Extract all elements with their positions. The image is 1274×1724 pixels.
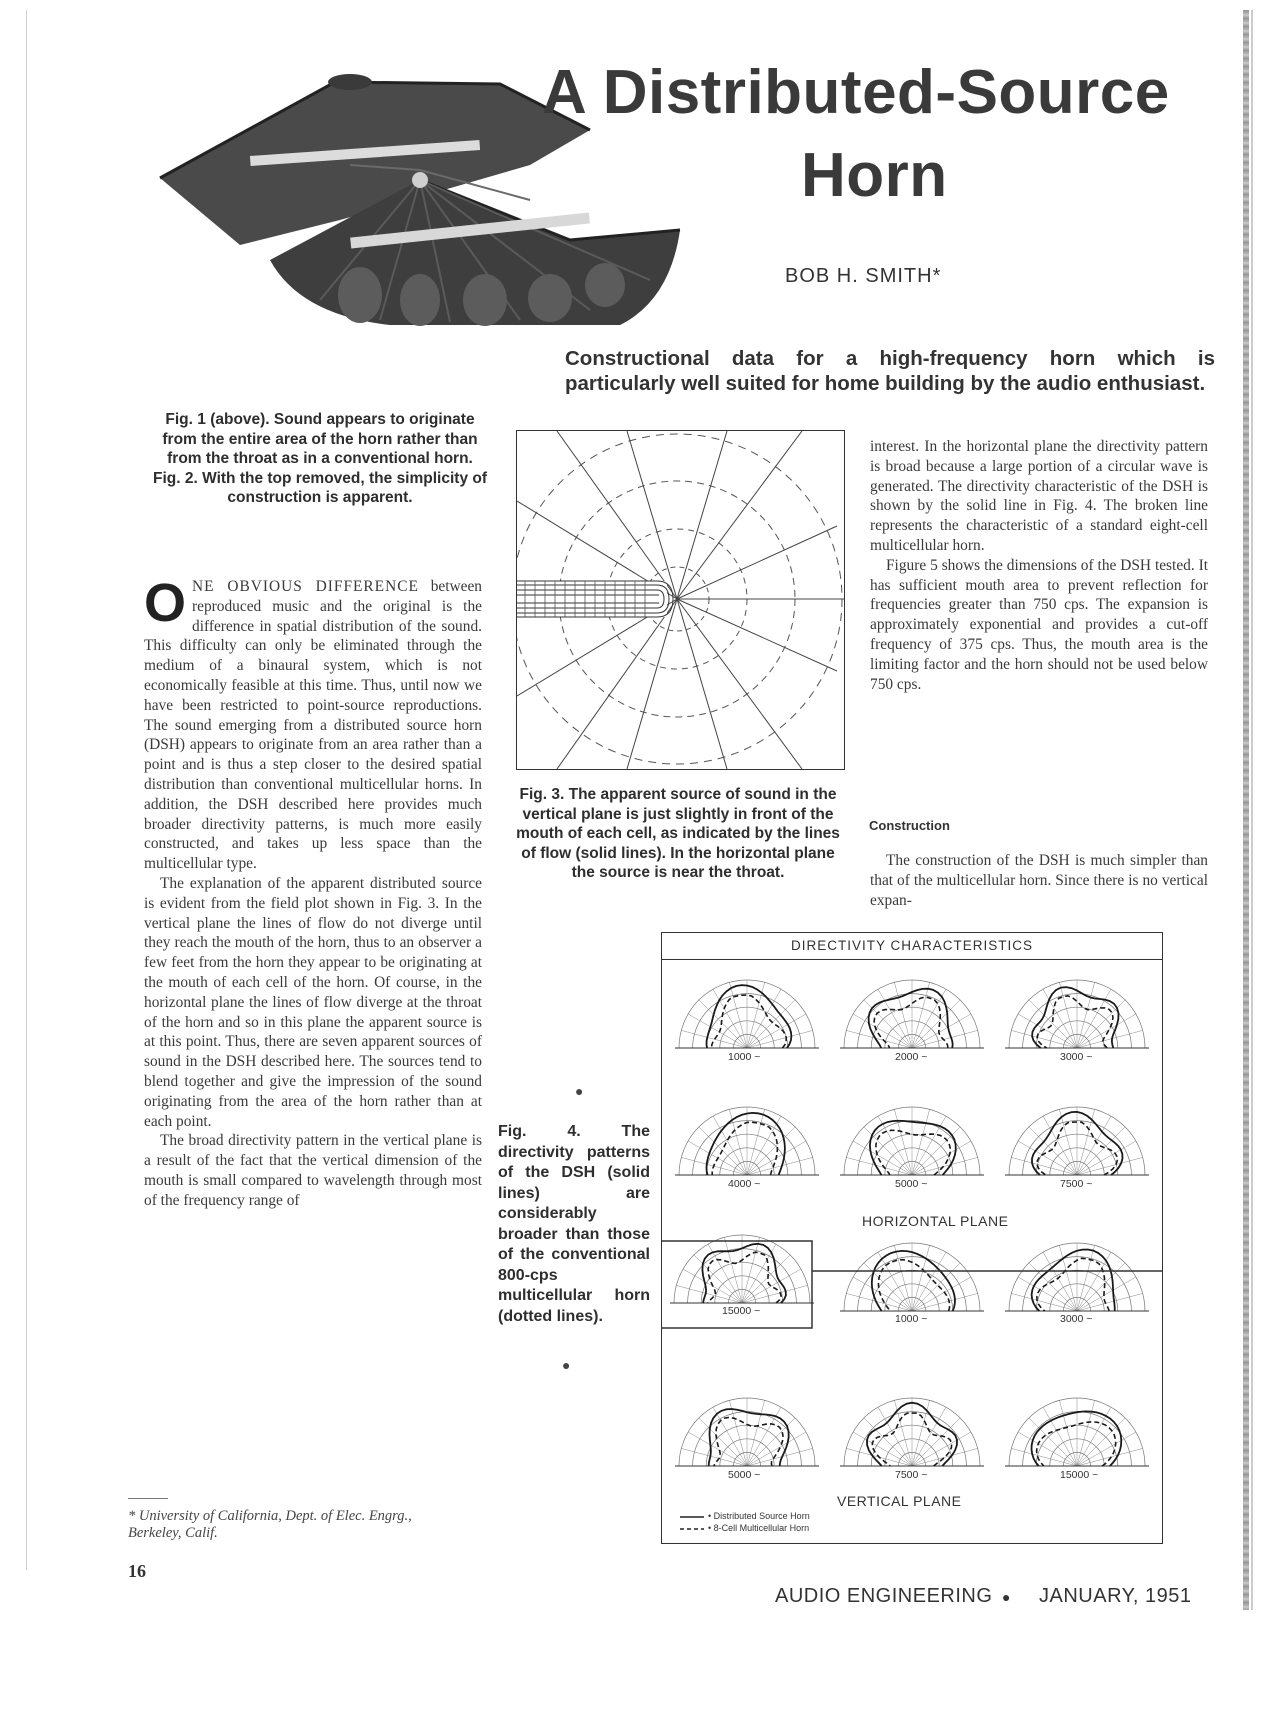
- polar-plot-h-7500: [1005, 1107, 1149, 1175]
- right-paragraph-1: interest. In the horizontal plane the directivity pattern is broad because a large portion of a circular wave is generated. The directivity characteristic of the DSH is shown by the solid line in Fig. 4. The broken line represents the characteristic of a standard eight-cell multicellular horn.: [870, 438, 1208, 554]
- fig4-header: DIRECTIVITY CHARACTERISTICS: [662, 933, 1162, 960]
- footnote-rule: [128, 1498, 168, 1499]
- v-freq-7500: 7500 ~: [895, 1469, 928, 1481]
- page-binding-edge-inner: [1251, 10, 1253, 1610]
- polar-plot-v-7500: [840, 1398, 984, 1466]
- polar-plot-h-5000: [840, 1107, 984, 1175]
- construction-text: [870, 851, 1208, 910]
- legend-solid: • Distributed Source Horn: [708, 1511, 810, 1521]
- fig1-caption: Fig. 1 (above). Sound appears to originate from the entire area of the horn rather than from the throat as in a conventional horn. Fig. 2. With the top removed, the simplicity of construction is apparent.: [153, 411, 487, 506]
- article-subhead: Constructional data for a high-frequency horn which is particularly well suited for home building by the audio enthusiast.: [565, 347, 1215, 395]
- h-freq-7500: 7500 ~: [1060, 1178, 1093, 1190]
- polar-plot-v-5000: [675, 1398, 819, 1466]
- h-freq-4000: 4000 ~: [728, 1178, 761, 1190]
- footer-journal: AUDIO ENGINEERING: [775, 1585, 993, 1607]
- bullet-mark-top: ●: [575, 1083, 584, 1099]
- paragraph-1-text: between reproduced music and the original is the difference in spatial distribution of the sound. This difficulty can only be eliminated through the medium of a binaural system, which is not economically feasible at this time. Thus, until now we have been restricted to point-source reproductions. The sound emerging from a distributed source horn (DSH) appears to originate from an area rather than a point and is thus a step closer to the desired spatial distribution than conventional multicellular horns. In addition, the DSH described here provides much broader directivity patterns, is much more easily constructed, and takes up less space than the multicellular type.: [144, 578, 483, 873]
- paragraph-1: [144, 573, 483, 874]
- polar-plot-v-1000: [840, 1243, 984, 1311]
- paragraph-2: The explanation of the apparent distributed source is evident from the field plot shown in Fig. 3. In the vertical plane the lines of flow do not diverge until they reach the mouth of the horn, thus to an observer a few feet from the horn they appear to be originating at the mouth of each cell of the horn. Of course, in the horizontal plane the lines of flow diverge at the throat of the horn and so in this plane the apparent source is at this point. Thus, there are seven apparent sources of sound in the DSH described here. The sources tend to blend together and give the impression of the sound originating from the area of the horn rather than at each point.: [144, 874, 482, 1130]
- v-freq-5000: 5000 ~: [728, 1469, 761, 1481]
- footer-date: JANUARY, 1951: [1039, 1585, 1192, 1607]
- h-freq-15000: 15000 ~: [722, 1305, 761, 1317]
- fig3-caption: Fig. 3. The apparent source of sound in the vertical plane is just slightly in front of the mouth of each cell, as indicated by the lines of flow (solid lines). In the horizontal plane the source is near the throat.: [516, 786, 840, 881]
- page-binding-edge: [1243, 10, 1249, 1610]
- page-left-edge: [26, 10, 27, 1570]
- fig4-directivity-chart: [661, 932, 1163, 1544]
- fig4-caption: Fig. 4. The directivity patterns of the DSH (solid lines) are considerably broader than those of the conventional 800-cps multicellular horn (dotted lines).: [498, 1123, 650, 1325]
- fig3-field-plot: [516, 430, 845, 770]
- legend-line-swatches: [680, 1511, 706, 1535]
- h-freq-1000: 1000 ~: [728, 1051, 761, 1063]
- legend-dashed: • 8-Cell Multicellular Horn: [708, 1523, 810, 1533]
- fig4-polar-plots: [662, 933, 1162, 1543]
- horizontal-plane-label: HORIZONTAL PLANE: [862, 1213, 1009, 1229]
- h-freq-5000: 5000 ~: [895, 1178, 928, 1190]
- right-column-text: [870, 437, 1208, 694]
- footnote: * University of California, Dept. of Elec. Engrg., Berkeley, Calif.: [128, 1508, 412, 1541]
- h-freq-3000: 3000 ~: [1060, 1051, 1093, 1063]
- v-freq-3000: 3000 ~: [1060, 1313, 1093, 1325]
- polar-plot-v-3000: [1005, 1243, 1149, 1311]
- construction-heading: Construction: [869, 818, 950, 833]
- v-freq-1000: 1000 ~: [895, 1313, 928, 1325]
- polar-plot-v-15000: [1005, 1398, 1149, 1466]
- article-title-line2: Horn: [801, 141, 948, 210]
- polar-plot-h-3000: [1005, 980, 1149, 1048]
- paragraph-3: The broad directivity pattern in the vertical plane is a result of the fact that the vertical dimension of the mouth is small compared to wavelength through most of the frequency range of: [144, 1132, 482, 1209]
- article-title-line1: A Distributed-Source: [542, 58, 1170, 127]
- polar-plot-h-2000: [840, 980, 984, 1048]
- left-column-text: [144, 573, 483, 1211]
- v-freq-15000: 15000 ~: [1060, 1469, 1099, 1481]
- page-number: 16: [128, 1561, 146, 1581]
- bullet-mark-bottom: ●: [562, 1357, 571, 1373]
- fig3-flow-diagram: [517, 431, 844, 769]
- vertical-plane-label: VERTICAL PLANE: [837, 1493, 962, 1509]
- polar-plot-h-15000: [670, 1235, 814, 1303]
- right-paragraph-2: Figure 5 shows the dimensions of the DSH tested. It has sufficient mouth area to prevent reflection for frequencies greater than 750 cps. The expansion is approximately exponential and provides a cut-off frequency of 375 cps. Thus, the mouth area is the limiting factor and the horn should not be used below 750 cps.: [870, 556, 1208, 693]
- polar-plot-h-1000: [675, 980, 819, 1048]
- footer-bullet: ●: [1002, 1589, 1011, 1605]
- h-freq-2000: 2000 ~: [895, 1051, 928, 1063]
- polar-plot-h-4000: [675, 1107, 819, 1175]
- lead-smallcaps: NE OBVIOUS DIFFERENCE: [192, 578, 419, 595]
- author-byline: BOB H. SMITH*: [785, 265, 942, 287]
- construction-paragraph: The construction of the DSH is much simpler than that of the multicellular horn. Since there is no vertical expan-: [870, 852, 1208, 909]
- dropcap-letter: O: [144, 573, 187, 633]
